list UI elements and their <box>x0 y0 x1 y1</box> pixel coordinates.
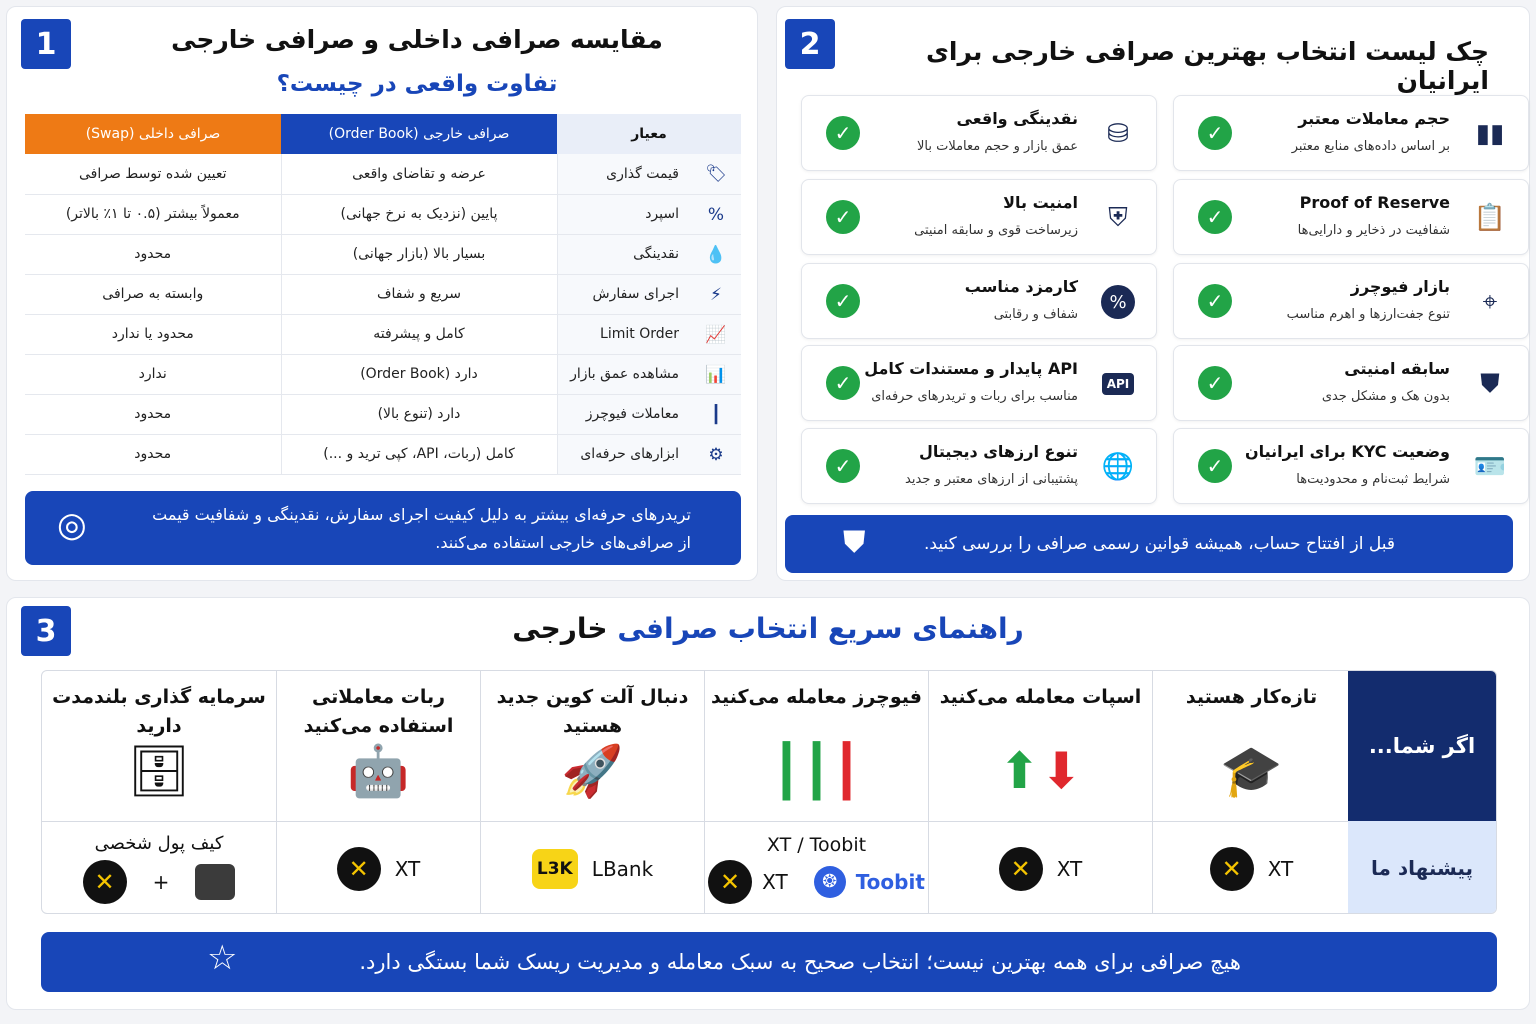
table-row <box>25 154 741 194</box>
row-criterion: معاملات فیوچرز <box>585 406 679 422</box>
row-criterion: نقدینگی <box>633 246 679 262</box>
exchange-name-2: Toobit <box>855 869 925 894</box>
row-internal: ندارد <box>25 354 281 394</box>
check-icon: ✓ <box>826 366 860 400</box>
exchange-name: XT <box>394 856 421 881</box>
exchange-name: XT <box>1056 856 1083 881</box>
card-subtitle: تنوع جفت‌ارزها و اهرم مناسب <box>1286 307 1450 322</box>
row-external: کامل (ربات، API، کپی ترید و ...) <box>281 434 557 474</box>
card-title: امنیت بالا <box>1003 193 1078 212</box>
if-label: اگر شما... <box>1348 671 1496 821</box>
checklist-card <box>1173 179 1529 255</box>
tag-icon: 🏷 <box>705 164 727 184</box>
card-title: نقدینگی واقعی <box>956 109 1078 128</box>
if-column <box>1348 671 1496 914</box>
xt-logo-icon: ✕ <box>337 847 381 891</box>
guide-grid <box>41 670 1497 914</box>
card-title: بازار فیوچرز <box>1350 277 1450 296</box>
row-external: سریع و شفاف <box>281 274 557 314</box>
rocket-icon: 🚀 <box>561 742 624 800</box>
check-icon: ✓ <box>1198 366 1232 400</box>
table-row <box>25 194 741 234</box>
shield-icon: ⛨ <box>1108 202 1128 233</box>
card-subtitle: شرایط ثبت‌نام و محدودیت‌ها <box>1296 472 1450 487</box>
shield-star-icon: ⛊ <box>843 525 866 560</box>
bolt-icon: ⚡ <box>710 284 722 305</box>
card-title: حجم معاملات معتبر <box>1298 109 1450 128</box>
card-subtitle: شفاف و رقابتی <box>993 307 1078 322</box>
bar-chart-icon: ▮▮ <box>1475 119 1505 149</box>
clipboard-icon: 📋 <box>1473 203 1507 233</box>
banner-line-1: تریدرهای حرفه‌ای بیشتر به دلیل کیفیت اجرای سفارش، نقدینگی و شفافیت قیمت <box>152 505 691 524</box>
card-title: تنوع ارزهای دیجیتال <box>918 442 1078 461</box>
card-title: Proof of Reserve <box>1299 193 1450 212</box>
xt-logo-icon: ✕ <box>83 860 127 904</box>
lbank-logo-icon: L3K <box>532 849 578 889</box>
checklist-card <box>801 428 1157 504</box>
checklist-card <box>801 95 1157 171</box>
row-external: عرضه و تقاضای واقعی <box>281 154 557 194</box>
column-head: دنبال آلت کوین جدید هستید <box>496 686 689 737</box>
table-row <box>25 314 741 354</box>
comparison-table <box>25 114 741 475</box>
row-external: دارد (Order Book) <box>281 354 557 394</box>
header-external: صرافی خارجی (Order Book) <box>281 114 557 154</box>
check-icon: ✓ <box>826 284 860 318</box>
row-internal: محدود <box>25 434 281 474</box>
guide-column <box>1152 671 1350 914</box>
bars-icon: 📊 <box>705 364 727 385</box>
comparison-banner <box>25 491 741 565</box>
card-subtitle: زیرساخت قوی و سابقه امنیتی <box>914 223 1078 238</box>
guide-column <box>42 671 276 914</box>
safe-icon: 🗄 <box>127 742 191 800</box>
column-head: ربات معاملاتی استفاده می‌کنید <box>303 686 454 737</box>
row-criterion: اجرای سفارش <box>592 286 679 302</box>
guide-title <box>207 612 1329 645</box>
exchange-name: LBank <box>591 856 654 881</box>
exchange-name: XT <box>1267 856 1294 881</box>
graduation-cap-icon: 🎓 <box>1220 742 1283 800</box>
column-head: فیوچرز معامله می‌کنید <box>711 686 922 708</box>
arrows-icon: ⬆⬇ <box>998 742 1083 800</box>
column-head: تازه‌کار هستید <box>1185 686 1318 708</box>
banner-line-2: از صرافی‌های خارجی استفاده می‌کنند. <box>435 533 691 552</box>
checklist-card <box>1173 263 1529 339</box>
row-criterion: Limit Order <box>600 326 679 342</box>
card-title: وضعیت KYC برای ایرانیان <box>1244 442 1450 461</box>
api-icon: API <box>1098 364 1138 404</box>
coins-icon: ⛁ <box>1107 119 1129 149</box>
robot-icon: 🤖 <box>347 742 410 800</box>
candles-icon: ┃ <box>710 404 722 425</box>
gear-icon: ⚙ <box>708 444 724 465</box>
futures-exchanges-label: XT / Toobit <box>766 833 867 856</box>
guide-banner-text: هیچ صرافی برای همه بهترین نیست؛ انتخاب صحیح به سبک معامله و مدیریت ریسک شما بستگی دارد. <box>359 950 1241 974</box>
checklist-panel <box>776 6 1530 581</box>
check-icon: ✓ <box>826 200 860 234</box>
card-subtitle: مناسب برای ربات و تریدرهای حرفه‌ای <box>871 389 1078 404</box>
card-subtitle: بر اساس داده‌های منابع معتبر <box>1291 139 1450 154</box>
checklist-card <box>801 263 1157 339</box>
checklist-card <box>1173 428 1529 504</box>
suggest-label: پیشنهاد ما <box>1348 821 1496 914</box>
card-subtitle: شفافیت در ذخایر و دارایی‌ها <box>1297 223 1450 238</box>
exchange-name: XT <box>762 869 788 894</box>
table-row <box>25 234 741 274</box>
crosshair-icon: ⌖ <box>1482 286 1498 317</box>
guide-banner <box>41 932 1497 992</box>
column-head: سرمایه گذاری بلندمدت دارید <box>52 686 266 737</box>
row-internal: محدود <box>25 234 281 274</box>
header-criterion: معیار <box>557 114 741 154</box>
row-criterion: قیمت گذاری <box>606 165 679 182</box>
quick-guide-panel <box>6 597 1530 1010</box>
row-criterion: ابزارهای حرفه‌ای <box>580 446 679 462</box>
comparison-panel <box>6 6 758 581</box>
check-icon: ✓ <box>1198 200 1232 234</box>
checklist-title: چک لیست انتخاب بهترین صرافی خارجی برای ایرانیان <box>925 37 1489 95</box>
row-external: کامل و پیشرفته <box>281 314 557 354</box>
xt-logo-icon: ✕ <box>708 860 752 904</box>
trend-icon: 📈 <box>705 324 727 345</box>
wallet-icon <box>195 864 235 900</box>
shield-star-icon: ⛊ <box>1480 368 1500 399</box>
row-criterion: مشاهده عمق بازار <box>570 366 679 382</box>
row-external: دارد (تنوع بالا) <box>281 394 557 434</box>
row-internal: محدود یا ندارد <box>25 314 281 354</box>
check-icon: ✓ <box>826 449 860 483</box>
section-number-3: 3 <box>21 606 71 656</box>
section-number-1: 1 <box>21 19 71 69</box>
xt-logo-icon: ✕ <box>1210 847 1254 891</box>
checklist-card <box>1173 95 1529 171</box>
guide-column <box>928 671 1152 914</box>
guide-column <box>276 671 480 914</box>
checklist-card <box>1173 345 1529 421</box>
checklist-card <box>801 345 1157 421</box>
candles-icon: ┃┃┃ <box>771 742 862 800</box>
guide-column <box>480 671 704 914</box>
table-row <box>25 274 741 314</box>
check-icon: ✓ <box>826 116 860 150</box>
table-row <box>25 394 741 434</box>
toobit-logo-icon: ❂ <box>814 866 846 898</box>
target-icon: ◎ <box>57 505 87 545</box>
card-subtitle: پشتیبانی از ارزهای معتبر و جدید <box>905 472 1078 487</box>
checklist-banner-text: قبل از افتتاح حساب، همیشه قوانین رسمی صرافی را بررسی کنید. <box>924 534 1395 554</box>
card-title: API پایدار و مستندات کامل <box>864 359 1078 378</box>
row-external: بسیار بالا (بازار جهانی) <box>281 234 557 274</box>
row-internal: معمولاً بیشتر (۰.۵ تا ۱٪ بالاتر) <box>25 194 281 234</box>
header-internal: صرافی داخلی (Swap) <box>25 114 281 154</box>
column-head: اسپات معامله می‌کنید <box>939 686 1142 708</box>
percent-icon: % <box>1098 282 1138 322</box>
comparison-title: مقایسه صرافی داخلی و صرافی خارجی <box>171 25 663 54</box>
drop-icon: 💧 <box>705 244 727 265</box>
guide-column <box>704 671 928 914</box>
percent-icon: % <box>707 204 725 225</box>
card-subtitle: عمق بازار و حجم معاملات بالا <box>916 139 1078 154</box>
star-icon: ☆ <box>207 938 238 978</box>
row-internal: تعیین شده توسط صرافی <box>25 154 281 194</box>
globe-icon: 🌐 <box>1101 452 1135 482</box>
guide-title-rest: خارجی <box>512 612 608 645</box>
plus-sign: + <box>152 870 170 894</box>
comparison-subtitle: تفاوت واقعی در چیست؟ <box>276 71 558 97</box>
check-icon: ✓ <box>1198 449 1232 483</box>
card-title: کارمزد مناسب <box>964 277 1078 296</box>
checklist-banner <box>785 515 1513 573</box>
check-icon: ✓ <box>1198 284 1232 318</box>
xt-logo-icon: ✕ <box>999 847 1043 891</box>
table-row <box>25 434 741 474</box>
row-criterion: اسپرد <box>645 206 679 222</box>
table-row <box>25 354 741 394</box>
check-icon: ✓ <box>1198 116 1232 150</box>
row-internal: وابسته به صرافی <box>25 274 281 314</box>
id-card-icon: 🪪 <box>1473 452 1507 482</box>
guide-title-highlight: راهنمای سریع انتخاب صرافی <box>617 612 1024 645</box>
card-subtitle: بدون هک و مشکل جدی <box>1321 389 1450 404</box>
row-internal: محدود <box>25 394 281 434</box>
checklist-card <box>801 179 1157 255</box>
card-title: سابقه امنیتی <box>1344 359 1450 378</box>
row-external: پایین (نزدیک به نرخ جهانی) <box>281 194 557 234</box>
personal-wallet-label: کیف پول شخصی <box>94 833 224 854</box>
section-number-2: 2 <box>785 19 835 69</box>
